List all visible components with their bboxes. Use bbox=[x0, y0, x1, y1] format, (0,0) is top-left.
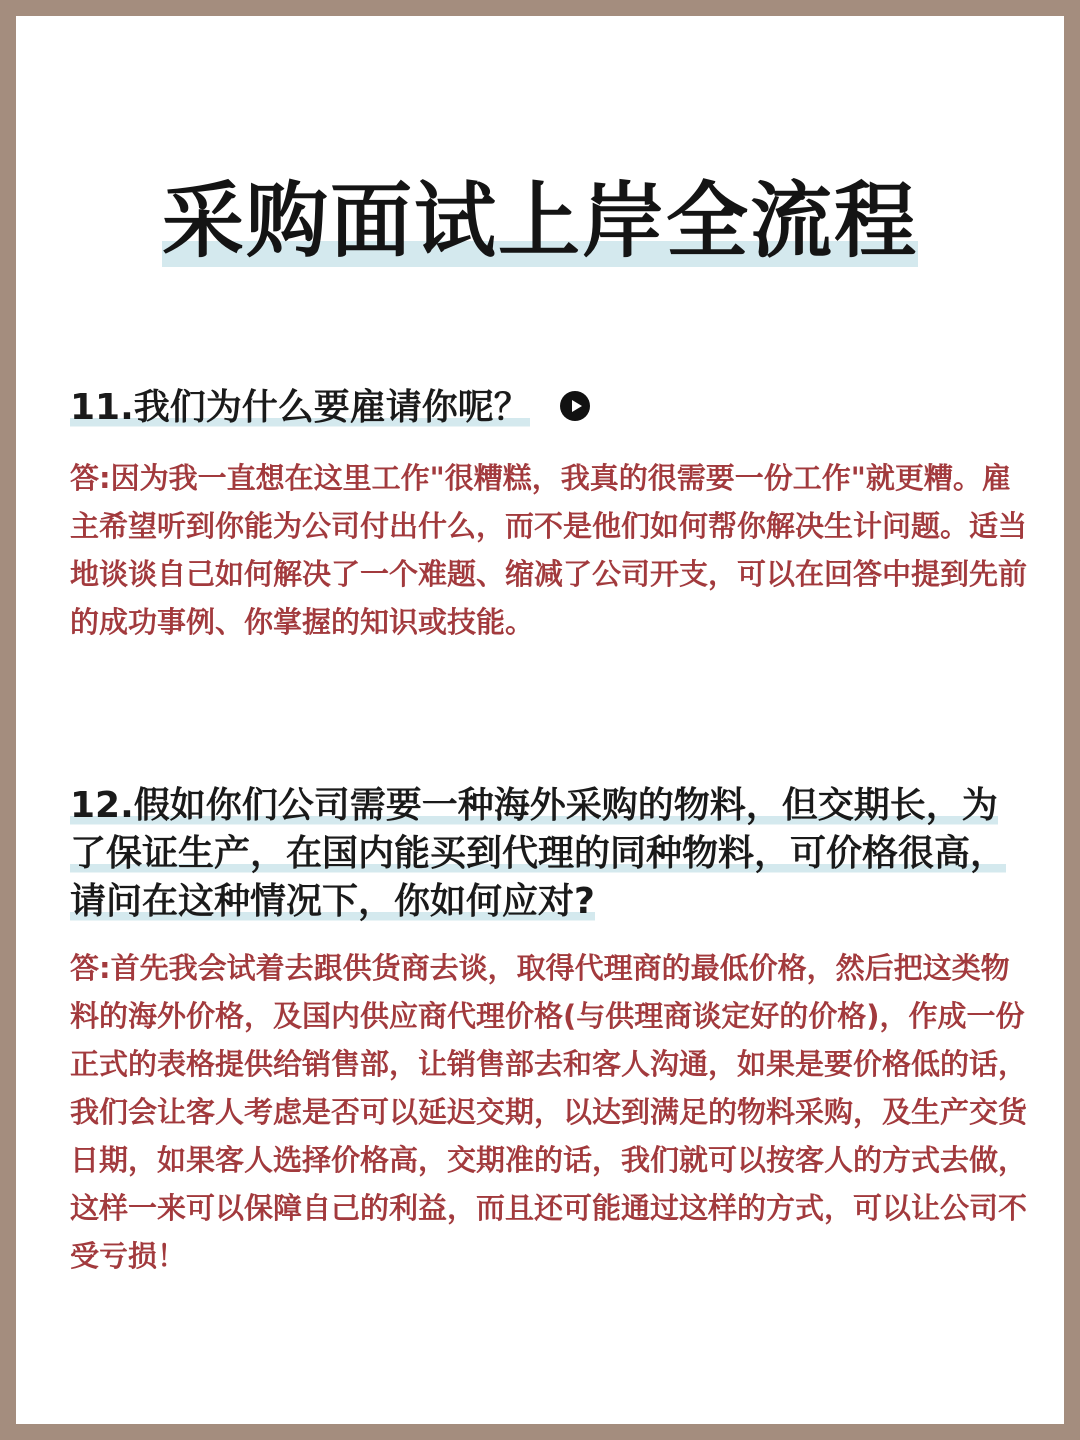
question-heading bbox=[70, 384, 1030, 432]
question-heading bbox=[70, 782, 1030, 926]
answer-text: 答:首先我会试着去跟供货商去谈，取得代理商的最低价格，然后把这类物料的海外价格，及国内供应商代理价格(与供理商谈定好的价格)，作成一份正式的表格提供给销售部，让销售部去和客人沟通，如果是要价格低的话，我们会让客人考虑是否可以延迟交期，以达到满足的物料采购，及生产交货日期，如果客人选择价格高，交期准的话，我们就可以按客人的方式去做，这样一来可以保障自己的利益，而且还可能通过这样的方式，可以让公司不受亏损！ bbox=[70, 951, 1028, 1273]
qa-item-11 bbox=[70, 384, 1030, 646]
question-text: 11.我们为什么要雇请你呢？ bbox=[70, 387, 530, 428]
page-title: 采购面试上岸全流程 bbox=[162, 166, 918, 276]
title-area bbox=[16, 166, 1064, 276]
answer-text: 答:因为我一直想在这里工作"很糟糕，我真的很需要一份工作"就更糟。雇主希望听到你能为公司付出什么，而不是他们如何帮你解决生计问题。适当地谈谈自己如何解决了一个难题、缩减了公司开支，可以在回答中提到先前的成功事例、你掌握的知识或技能。 bbox=[70, 461, 1028, 639]
play-circle-icon bbox=[560, 391, 590, 421]
qa-item-12 bbox=[70, 782, 1030, 1280]
content-card bbox=[16, 16, 1064, 1424]
question-text: 12.假如你们公司需要一种海外采购的物料，但交期长，为了保证生产，在国内能买到代理的同种物料，可价格很高，请问在这种情况下，你如何应对? bbox=[70, 785, 1007, 922]
